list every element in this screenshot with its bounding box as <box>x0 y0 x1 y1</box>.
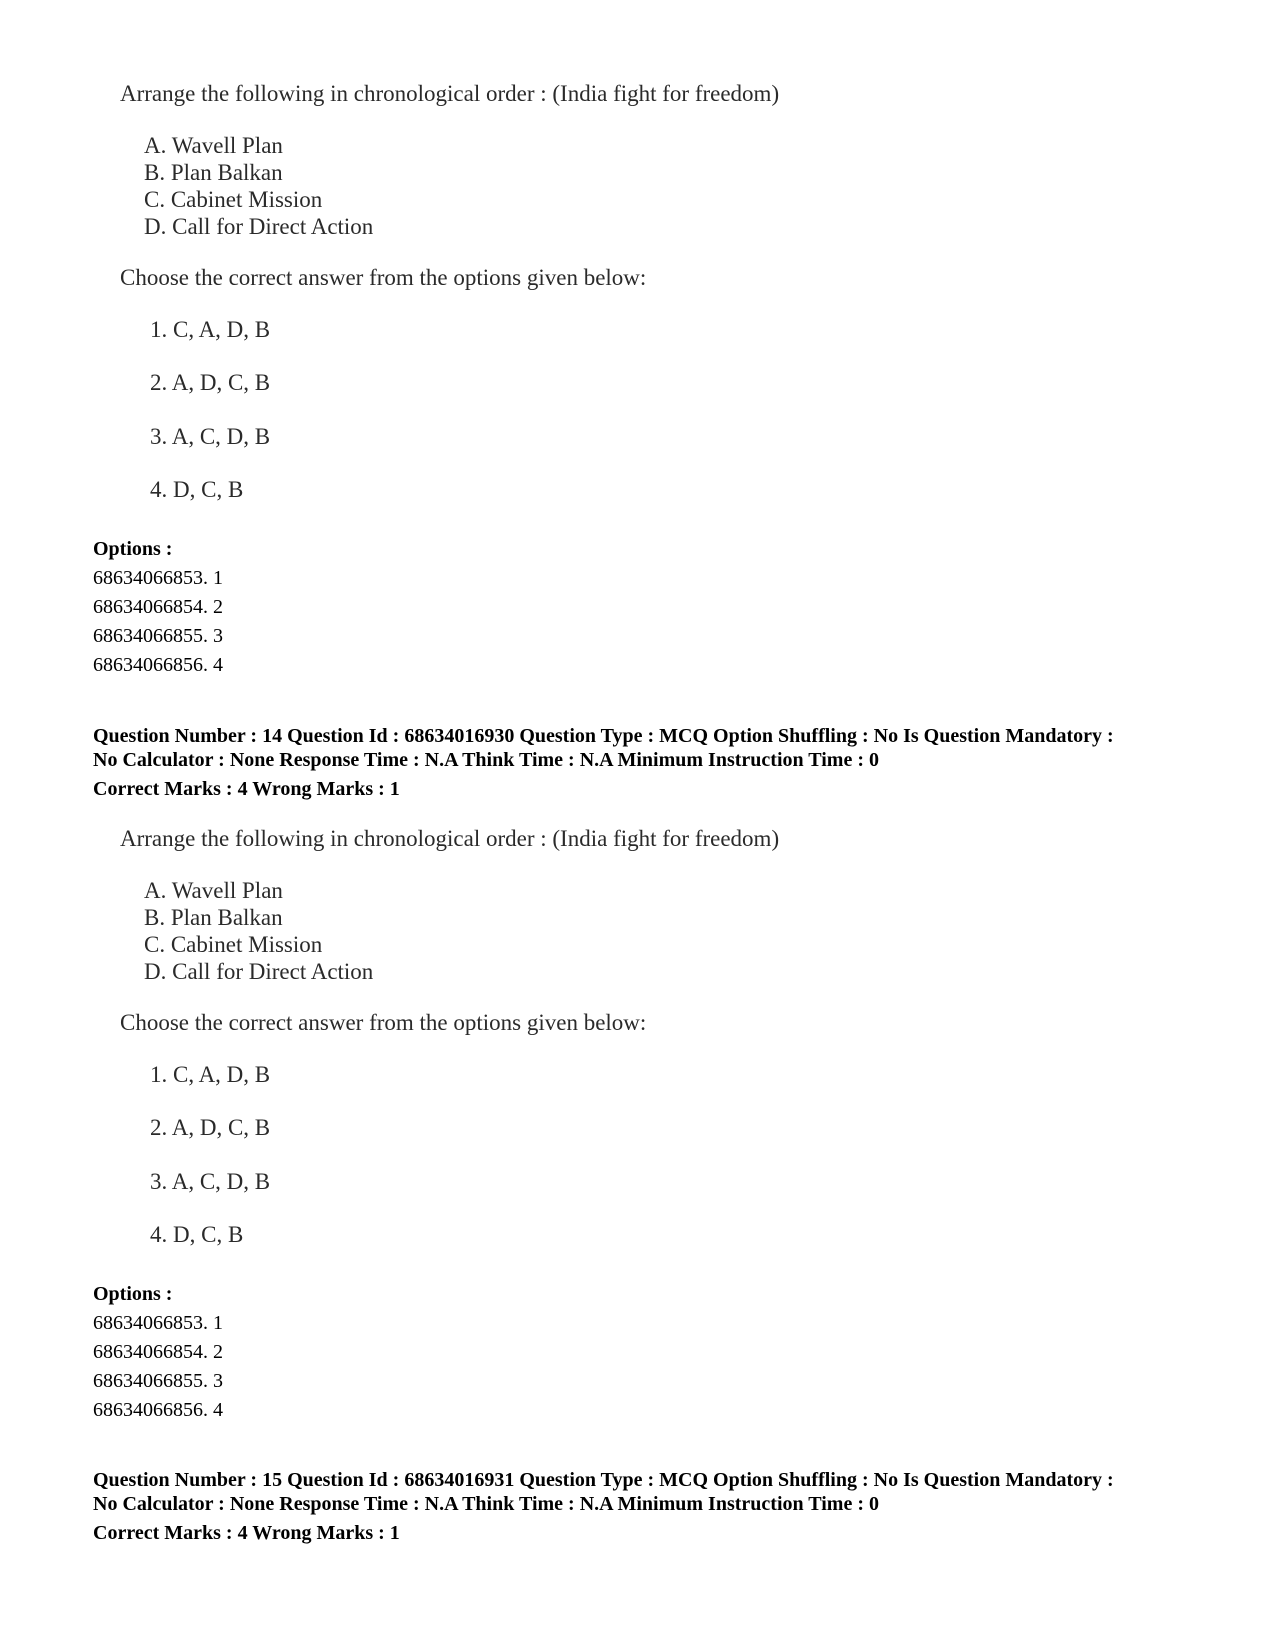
option-id: 68634066855. 3 <box>93 1370 223 1392</box>
option-id: 68634066853. 1 <box>93 1312 223 1334</box>
list-item: C. Cabinet Mission <box>144 187 323 212</box>
answer-choice: 2. A, D, C, B <box>150 370 271 395</box>
answer-choice: 1. C, A, D, B <box>150 1062 271 1087</box>
options-label: Options : <box>93 1283 173 1305</box>
list-item: B. Plan Balkan <box>144 905 283 930</box>
answer-instruction: Choose the correct answer from the options given below: <box>120 1010 647 1035</box>
options-label: Options : <box>93 538 173 560</box>
list-item: D. Call for Direct Action <box>144 959 374 984</box>
list-item: A. Wavell Plan <box>144 133 283 158</box>
option-id: 68634066856. 4 <box>93 654 223 676</box>
list-item: D. Call for Direct Action <box>144 214 374 239</box>
answer-instruction: Choose the correct answer from the options given below: <box>120 265 647 290</box>
marks-line: Correct Marks : 4 Wrong Marks : 1 <box>93 778 400 800</box>
option-id: 68634066854. 2 <box>93 1341 223 1363</box>
list-item: C. Cabinet Mission <box>144 932 323 957</box>
answer-choice: 3. A, C, D, B <box>150 1169 271 1194</box>
question-stem: Arrange the following in chronological order : (India fight for freedom) <box>120 826 780 851</box>
answer-choice: 3. A, C, D, B <box>150 424 271 449</box>
option-id: 68634066856. 4 <box>93 1399 223 1421</box>
marks-line: Correct Marks : 4 Wrong Marks : 1 <box>93 1522 400 1544</box>
list-item: A. Wavell Plan <box>144 878 283 903</box>
answer-choice: 1. C, A, D, B <box>150 317 271 342</box>
question-meta-line: Question Number : 15 Question Id : 68634016931 Question Type : MCQ Option Shuffling : No Is Question Mandatory : <box>93 1469 1114 1491</box>
question-meta-line: Question Number : 14 Question Id : 68634016930 Question Type : MCQ Option Shuffling : No Is Question Mandatory : <box>93 725 1114 747</box>
question-meta-line: No Calculator : None Response Time : N.A Think Time : N.A Minimum Instruction Time : 0 <box>93 1493 879 1515</box>
answer-choice: 2. A, D, C, B <box>150 1115 271 1140</box>
answer-choice: 4. D, C, B <box>150 1222 244 1247</box>
question-stem: Arrange the following in chronological order : (India fight for freedom) <box>120 81 780 106</box>
question-meta-line: No Calculator : None Response Time : N.A Think Time : N.A Minimum Instruction Time : 0 <box>93 749 879 771</box>
list-item: B. Plan Balkan <box>144 160 283 185</box>
option-id: 68634066853. 1 <box>93 567 223 589</box>
answer-choice: 4. D, C, B <box>150 477 244 502</box>
option-id: 68634066855. 3 <box>93 625 223 647</box>
option-id: 68634066854. 2 <box>93 596 223 618</box>
